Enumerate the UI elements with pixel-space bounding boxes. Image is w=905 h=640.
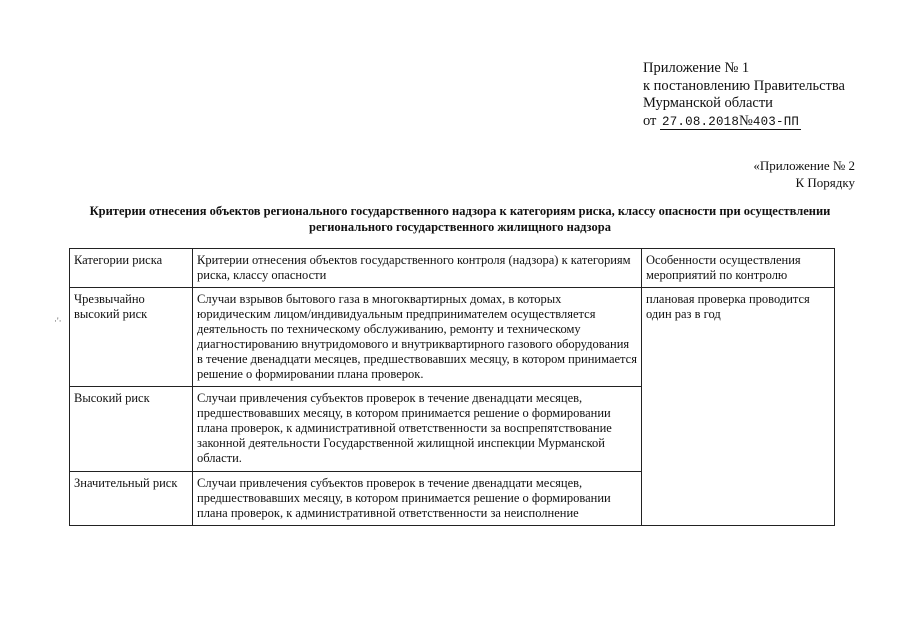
table-row <box>70 288 835 387</box>
risk-criteria: Случаи привлечения субъектов проверок в течение двенадцати месяцев, предшествовавших месяцу, в котором принимается решение о формировании плана проверок, к административной ответственности за воспрепятствование законной деятельности Государственной жилищной инспекции Мурманской области. <box>193 387 642 472</box>
appendix-date-line <box>643 113 845 132</box>
risk-criteria-table <box>69 248 835 526</box>
scan-mark: ·'· <box>54 316 62 326</box>
number-sign: № <box>739 112 753 129</box>
risk-category: Чрезвычайно высокий риск <box>70 288 193 387</box>
header-categories: Категории риска <box>70 249 193 288</box>
title-line-2: регионального государственного жилищного надзора <box>309 220 611 234</box>
reference-line-2: К Порядку <box>795 175 855 190</box>
appendix-number: 403-ПП <box>752 114 800 129</box>
document-title <box>60 203 860 235</box>
risk-criteria: Случаи привлечения субъектов проверок в течение двенадцати месяцев, предшествовавших месяцу, в котором принимается решение о формировании плана проверок, к административной ответственности за неисполнение <box>193 472 642 526</box>
reference-line-1: «Приложение № 2 <box>753 158 855 173</box>
header-criteria: Критерии отнесения объектов государственного контроля (надзора) к категориям риска, классу опасности <box>193 249 642 288</box>
risk-category: Значительный риск <box>70 472 193 526</box>
appendix-date: 27.08.2018 <box>662 114 740 129</box>
appendix-block <box>643 60 845 131</box>
risk-category: Высокий риск <box>70 387 193 472</box>
appendix-title: Приложение № 1 <box>643 60 750 76</box>
risk-criteria: Случаи взрывов бытового газа в многоквартирных домах, в которых юридическим лицом/индивидуальным предпринимателем осуществляется деятельность по техническому обслуживанию, ремонту и техническому диагностированию внутридомового и внутриквартирного газового оборудования в течение двенадцати месяцев, предшествовавших месяцу, в котором принимается решение о формировании плана проверок. <box>193 288 642 387</box>
table-header-row <box>70 249 835 288</box>
appendix-reference <box>753 157 855 191</box>
appendix-region: Мурманской области <box>643 95 773 111</box>
control-features: плановая проверка проводится один раз в год <box>642 288 835 526</box>
date-prefix: от <box>643 112 657 129</box>
title-line-1: Критерии отнесения объектов регионального государственного надзора к категориям риска, классу опасности при осуществлении <box>89 204 831 218</box>
header-features: Особенности осуществления мероприятий по контролю <box>642 249 835 288</box>
appendix-resolution: к постановлению Правительства <box>643 77 845 94</box>
